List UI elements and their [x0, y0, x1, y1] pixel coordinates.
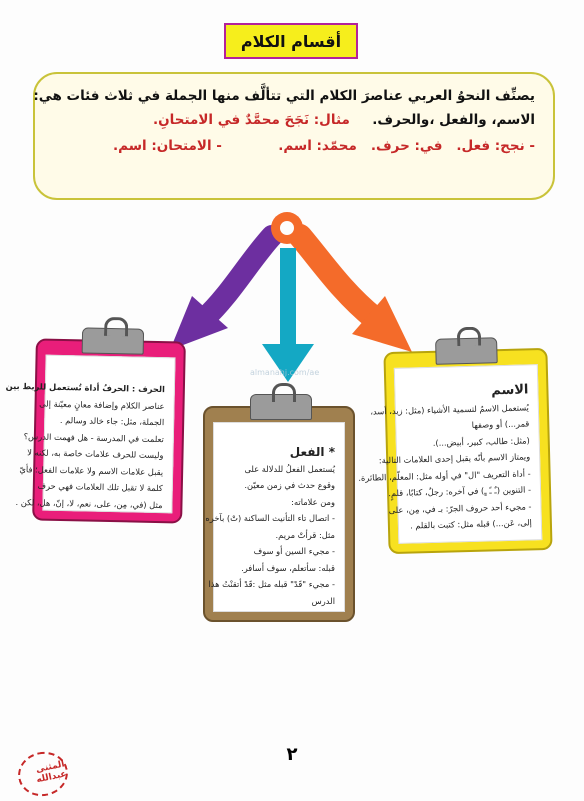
- purple-arrow: [205, 236, 272, 318]
- harf-line: وليست للحرف علامات خاصة به، لكنه لا: [27, 447, 164, 461]
- ism-line: إلى، عَن...) قبله مثل: كتبت بالقلم .: [409, 517, 533, 531]
- ism-clipboard: [358, 348, 552, 554]
- fiil-line: مثل: قرأتْ مريم.: [275, 529, 335, 540]
- intro-categories: الاسم، والفعل ،والحرف.: [372, 112, 535, 128]
- ism-line: (مثل: طالب، كبير، أبيض...).: [432, 434, 530, 448]
- ism-paper: [358, 364, 543, 544]
- page-title: أقسام الكلام: [224, 23, 358, 59]
- ism-line: قمر...) أو وصفها: [471, 418, 530, 430]
- ism-line: ويمتاز الاسم بأنّه يقبل إحدى العلامات التالية:: [378, 451, 531, 466]
- fiil-heading: * الفعل: [289, 445, 335, 459]
- fiil-line: الدرس: [311, 595, 335, 606]
- top-ring-hole: [280, 221, 294, 235]
- ism-heading: الاسم: [491, 382, 529, 399]
- harf-line: يقبل علامات الاسم ولا علامات الفعل؛ فأيّ: [19, 463, 164, 477]
- clip-icon: [250, 394, 312, 420]
- intro-line-1: يصنِّف النحوُ العربي عناصرَ الكلام التي تتألَّف منها الجملة في ثلاث فئات هي:: [33, 88, 535, 104]
- teal-arrow-shaft: [280, 248, 296, 348]
- harf-line: مثل (في، مِن، على، نعم، لا، إنّ، هل، لكن .: [15, 496, 163, 510]
- ism-line: يُستعمل الاسمُ لتسمية الأشياء (مثل: زيد، أسد،: [370, 401, 529, 417]
- fiil-line: - اتصال تاء التأنيث الساكنة (تْ) بآخره: [205, 513, 335, 523]
- intro-item-muhammad: محمّد: اسم.: [278, 138, 357, 154]
- fiil-paper: [205, 422, 345, 612]
- fiil-line: يُستعمل الفعلُ للدلالة على: [244, 463, 335, 474]
- author-stamp: المثنى عبدالله: [14, 747, 72, 800]
- intro-example: مثال: نَجَحَ محمَّدٌ في الامتحانِ.: [153, 112, 350, 128]
- intro-item-najaha: - نجح: فعل.: [456, 138, 535, 154]
- harf-line: عناصر الكلام وإضافة معانٍ معيّنة إلى: [39, 398, 165, 411]
- clip-icon: [82, 327, 145, 354]
- ism-line: - مجيء أحد حروف الجرّ: بـ في، مِن، على: [388, 500, 532, 515]
- fiil-line: - مجيء السين أو سوف: [253, 546, 335, 556]
- ism-line: - التنوين (ـٌ ـً ـٍ) في آخره: رجلٌ، كتابًا، قلمٍ.: [388, 484, 532, 499]
- fiil-line: قبله: سأتعلم، سوف أسافر.: [241, 562, 335, 573]
- harf-clipboard: [5, 338, 186, 523]
- fiil-clipboard: [203, 406, 355, 622]
- watermark: almanahj.com/ae: [250, 368, 320, 377]
- ism-line: - أداة التعريف "ال" في أوله مثل: المعلّم، الطائرة.: [358, 467, 531, 483]
- harf-line: كلمة لا تقبل تلك العلامات فهي حرف: [37, 480, 163, 494]
- harf-line: تعلمت في المدرسة - هل فهمت الدرس؟: [23, 430, 164, 444]
- harf-line: الجملة، مثل: جاء خالد وسالم .: [59, 414, 165, 428]
- harf-line: الحرف : الحرفُ أداة تُستعمل للربط بين: [5, 380, 165, 395]
- fiil-line: وقوع حدث في زمن معيّن.: [244, 480, 335, 490]
- fiil-line: ومن علاماته:: [291, 496, 335, 507]
- orange-arrow: [300, 236, 374, 318]
- clip-icon: [435, 337, 498, 365]
- intro-item-imtihan: - الامتحان: اسم.: [113, 138, 222, 154]
- page-number: ٢: [286, 744, 298, 765]
- intro-item-fi: في: حرف.: [370, 138, 443, 154]
- fiil-line: - مجيء "قَدْ" قبله مثل :قَدْ أتقنْتُ هذا: [208, 579, 335, 589]
- harf-paper: [5, 355, 175, 514]
